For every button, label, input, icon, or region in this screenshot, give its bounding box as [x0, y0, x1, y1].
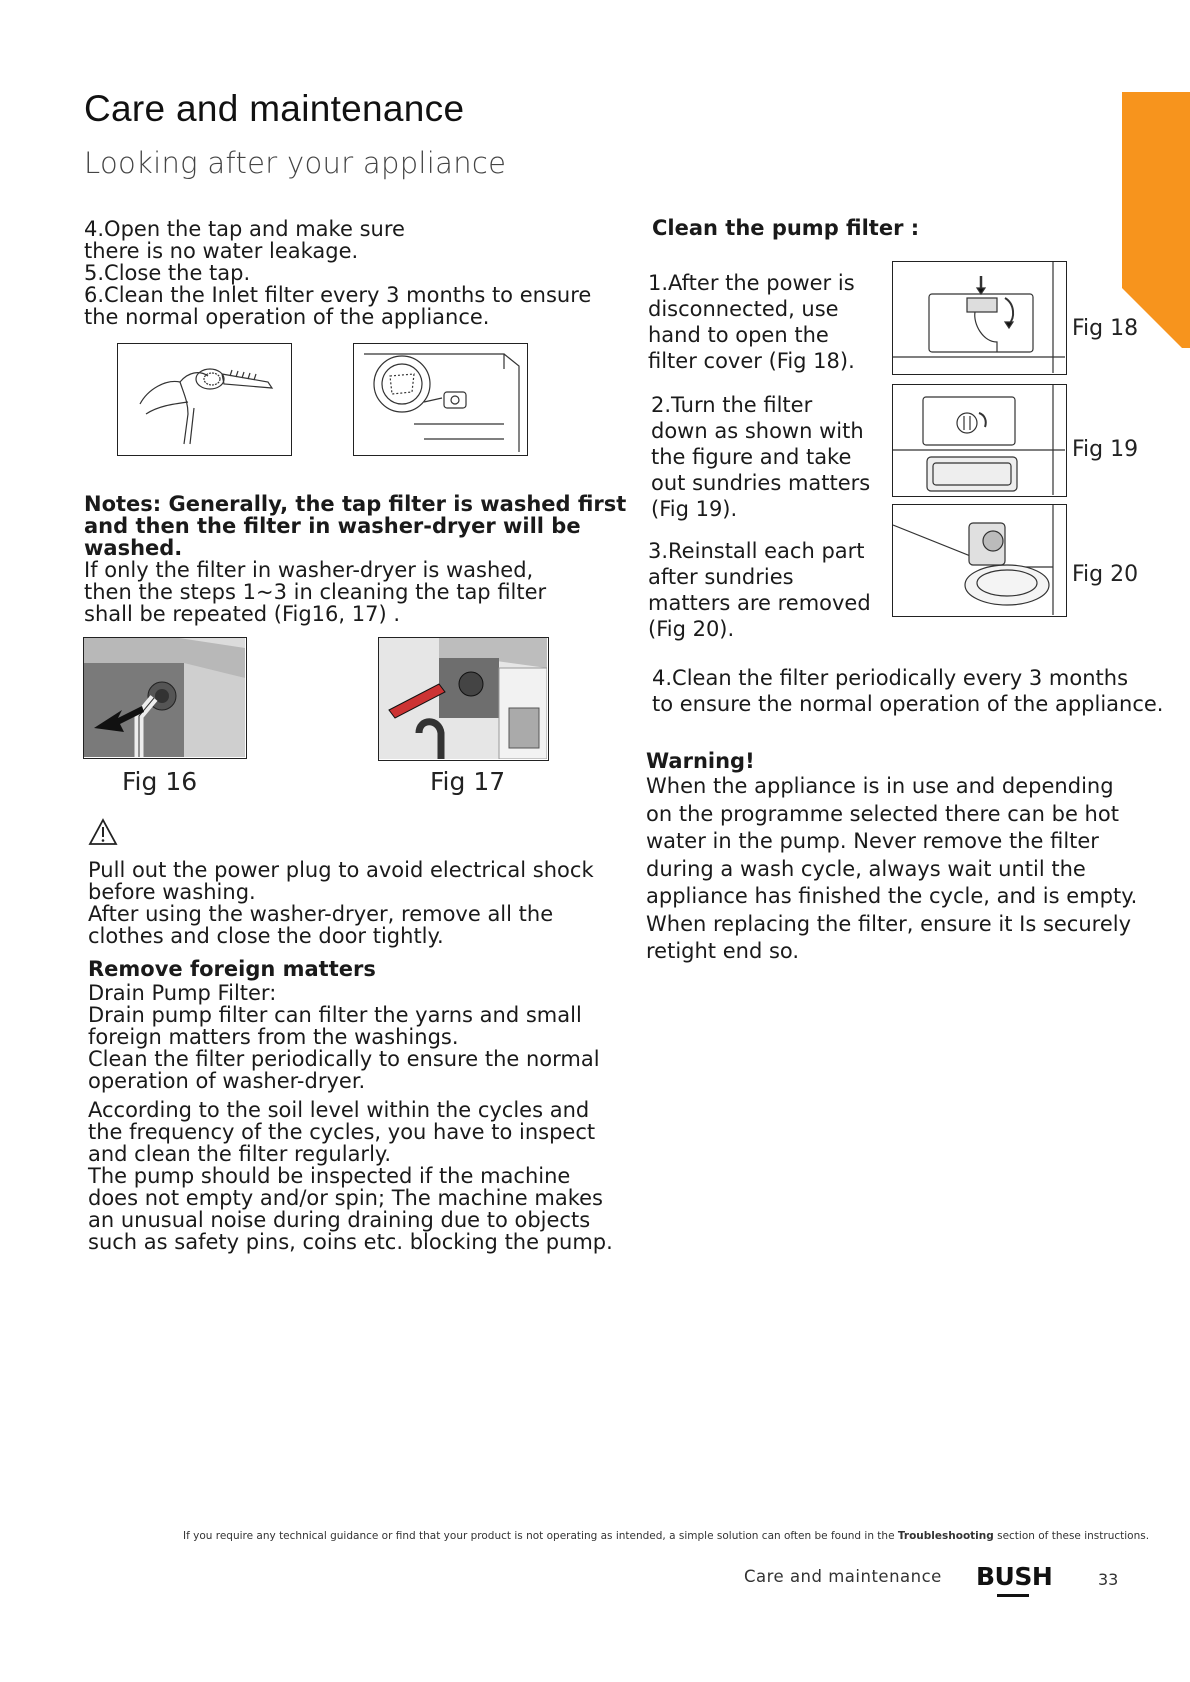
fig16-label: Fig 16 [122, 767, 198, 796]
troubleshooting-link: Troubleshooting [897, 1530, 994, 1542]
step-line: matters are removed [648, 591, 871, 615]
warning-line: before washing. [88, 880, 256, 904]
step-line: 5.Close the tap. [84, 261, 251, 285]
step-line: after sundries [648, 565, 794, 589]
warning-line: When the appliance is in use and depending [646, 774, 1114, 798]
note-prefix: If you require any technical guidance or find that your product is not operating as intended, a simple solution can often be found in the [183, 1530, 898, 1542]
step-line: to ensure the normal operation of the appliance. [652, 692, 1164, 716]
section-tab [1122, 92, 1190, 348]
warning-line: After using the washer-dryer, remove all the [88, 902, 554, 926]
fig18-label: Fig 18 [1072, 316, 1139, 341]
step-line: hand to open the [648, 323, 829, 347]
step-line: (Fig 20). [648, 617, 735, 641]
step-line: (Fig 19). [651, 497, 738, 521]
fig18-illustration [892, 261, 1067, 375]
foreign-line: Drain Pump Filter: [88, 981, 277, 1005]
warning-triangle-icon [88, 818, 118, 846]
pump-step-4 [652, 665, 1163, 717]
fig20-label: Fig 20 [1072, 562, 1139, 587]
brand-logo: BUSH [976, 1562, 1053, 1591]
soil-line: an unusual noise during draining due to objects [88, 1208, 591, 1232]
notes-bold [84, 493, 626, 559]
foreign-line: Clean the filter periodically to ensure the normal [88, 1047, 600, 1071]
page-title: Care and maintenance [84, 88, 465, 129]
note-line: washed. [84, 536, 183, 560]
note-line: Notes: Generally, the tap filter is washed first [84, 492, 627, 516]
fig20-illustration [892, 504, 1067, 617]
step-line: filter cover (Fig 18). [648, 349, 855, 373]
note-line: then the steps 1~3 in cleaning the tap filter [84, 580, 547, 604]
note-line: and then the filter in washer-dryer will be [84, 514, 581, 538]
soil-line: the frequency of the cycles, you have to inspect [88, 1120, 596, 1144]
soil-line: According to the soil level within the cycles and [88, 1098, 590, 1122]
fig17-illustration [378, 637, 549, 761]
step-line: the figure and take [651, 445, 852, 469]
step-line: the normal operation of the appliance. [84, 305, 490, 329]
step-line: 3.Reinstall each part [648, 539, 865, 563]
warning-line: on the programme selected there can be hot [646, 801, 1119, 826]
pump-filter-heading: Clean the pump filter : [652, 216, 920, 240]
step-line: 1.After the power is [648, 271, 855, 295]
soil-text [88, 1099, 613, 1253]
pump-step-1 [648, 270, 855, 374]
pump-step-2 [651, 392, 870, 522]
note-line: If only the filter in washer-dryer is washed, [84, 558, 534, 582]
warning-line: When replacing the filter, ensure it Is securely [646, 911, 1132, 936]
tap-filter-closeup-illustration [353, 343, 528, 456]
foreign-line: operation of washer-dryer. [88, 1069, 366, 1093]
warning-line: retight end so. [646, 939, 800, 963]
notes-text [84, 559, 546, 625]
step-line: 4.Open the tap and make sure [84, 217, 405, 241]
foreign-line: foreign matters from the washings. [88, 1025, 459, 1049]
step-line: there is no water leakage. [84, 239, 359, 263]
note-line: shall be repeated (Fig16, 17) . [84, 602, 401, 626]
page-number: 33 [1098, 1570, 1119, 1589]
fig19-illustration [892, 384, 1067, 497]
step-line: 2.Turn the filter [651, 393, 813, 417]
fig17-label: Fig 17 [430, 767, 506, 796]
step-line: 6.Clean the Inlet filter every 3 months to ensure [84, 283, 592, 307]
warning-line: Pull out the power plug to avoid electrical shock [88, 858, 594, 882]
foreign-text [88, 982, 600, 1092]
inlet-filter-brush-illustration [117, 343, 292, 456]
footer-section-name: Care and maintenance [744, 1567, 942, 1586]
warning-line: water in the pump. Never remove the filter [646, 829, 1099, 853]
note-suffix: section of these instructions. [993, 1530, 1150, 1542]
foreign-heading: Remove foreign matters [88, 957, 376, 981]
step-line: out sundries matters [651, 471, 871, 495]
warning-line: appliance has finished the cycle, and is empty. [646, 884, 1138, 908]
warning-line: during a wash cycle, always wait until the [646, 856, 1086, 881]
soil-line: does not empty and/or spin; The machine makes [88, 1186, 603, 1210]
troubleshooting-note [183, 1530, 1149, 1542]
fig16-illustration [83, 637, 247, 759]
soil-line: and clean the filter regularly. [88, 1142, 392, 1166]
pump-step-3 [648, 538, 871, 642]
foreign-line: Drain pump filter can filter the yarns and small [88, 1003, 582, 1027]
soil-line: The pump should be inspected if the machine [88, 1164, 571, 1188]
tap-steps [84, 218, 591, 328]
brand-logo-underline [997, 1594, 1029, 1597]
step-line: down as shown with [651, 419, 864, 443]
fig19-label: Fig 19 [1072, 437, 1139, 462]
power-warning [88, 859, 594, 947]
warning-line: clothes and close the door tightly. [88, 924, 444, 948]
step-line: disconnected, use [648, 297, 839, 321]
step-line: 4.Clean the filter periodically every 3 months [652, 666, 1129, 690]
warning-heading: Warning! [646, 749, 755, 773]
soil-line: such as safety pins, coins etc. blocking the pump. [88, 1230, 613, 1254]
page-subtitle: Looking after your appliance [84, 146, 507, 180]
hot-water-warning [646, 773, 1137, 966]
